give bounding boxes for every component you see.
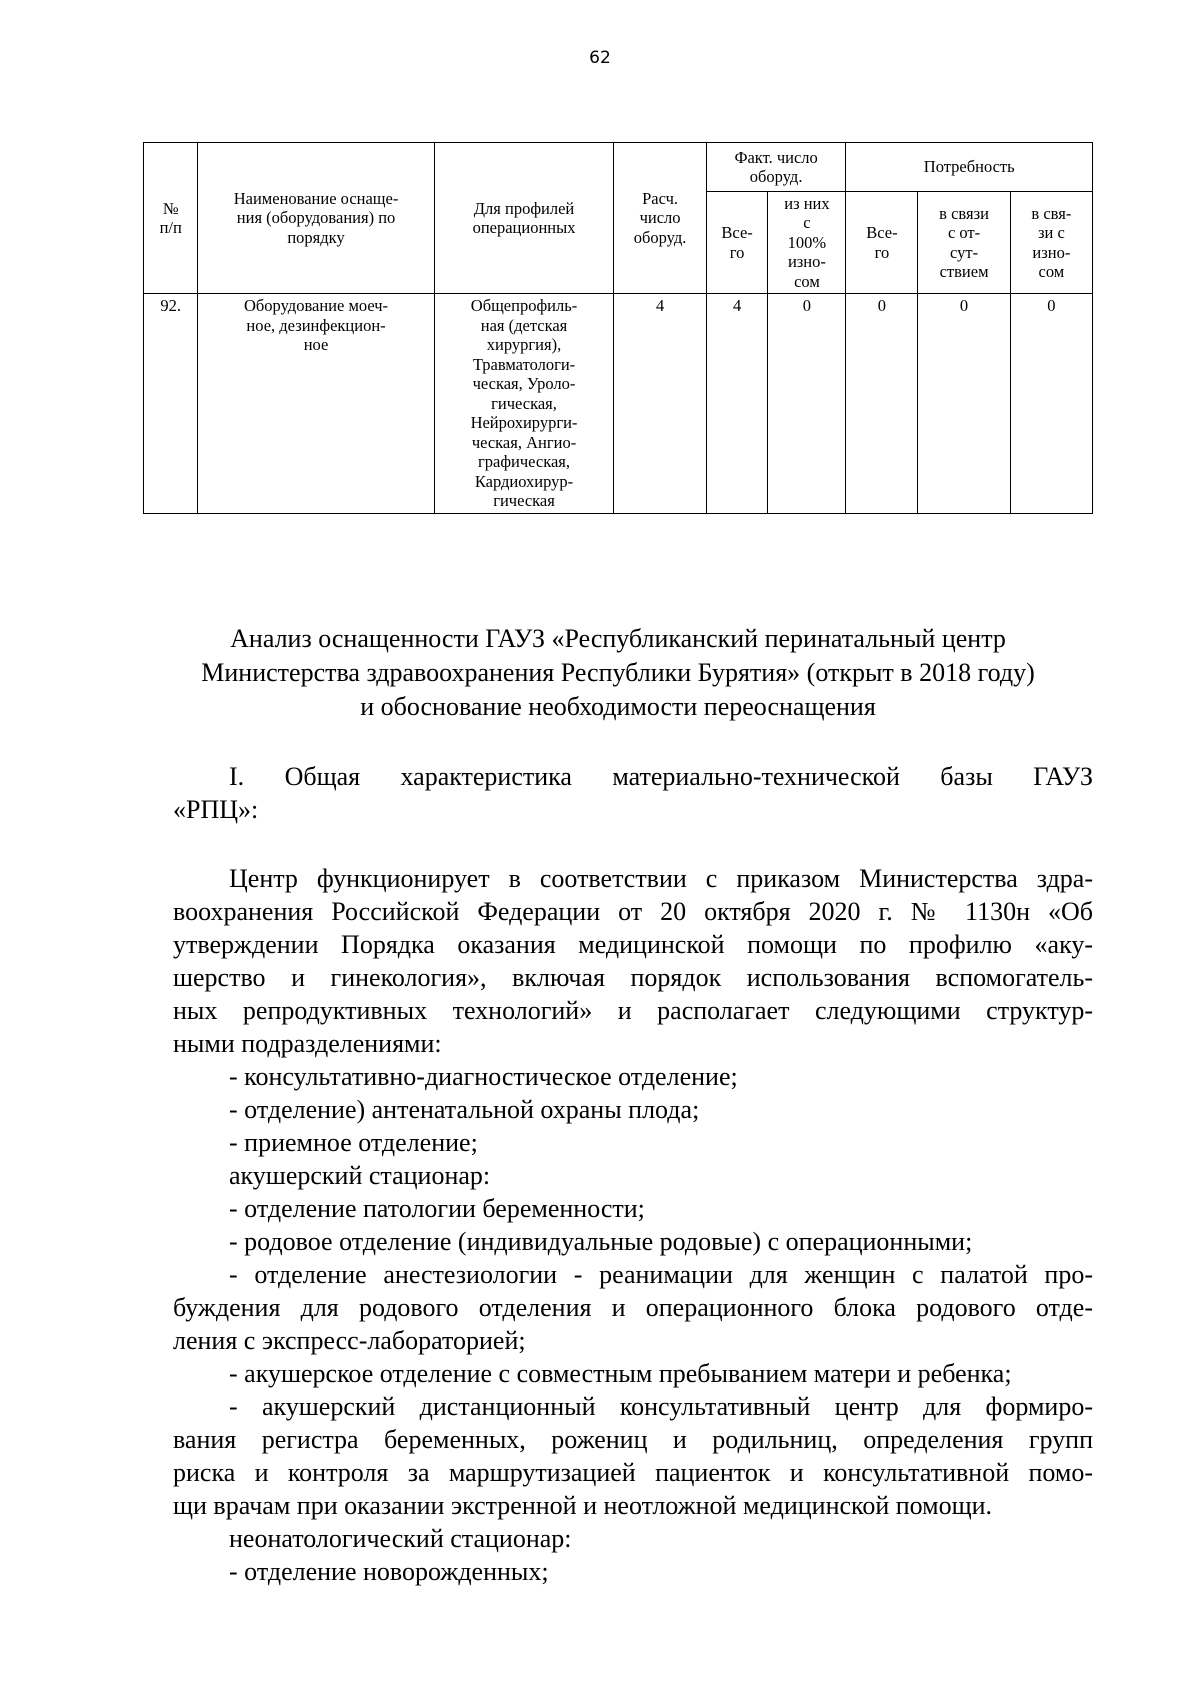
section-heading: I. Общая характеристика материально-технической базы ГАУЗ «РПЦ»: [173,762,1093,824]
departments-list: - консультативно-диагностическое отделение; - отделение) антенатальной охраны плода; - приемное отделение; акушерский стационар: - отделение патологии беременности; - родовое отделение (индивидуальные родовые) с операционными; - отделение анестезиологии - реанимации для женщин с палатой про- буждения для родового отделения и операционного блока родового отде- ления с экспресс-лабораторией; - акушерское отделение с совместным пребыванием матери и ребенка; - акушерский дистанционный консультативный центр для формиро- вания регистра беременных, рожениц и родильниц, определения групп риска и контроля за маршрутизацией пациенток и консультативной помо- щи врачам при оказании экстренной и неотложной медицинской помощи. неонатологический стационар: - отделение новорожденных; [173,1062,1093,1586]
list-item: - родовое отделение (индивидуальные родовые) с операционными; [229,1227,973,1256]
list-item: акушерский стационар: [229,1161,491,1190]
cell-need-wear: 0 [1010,294,1092,513]
cell-num: 92. [144,294,198,513]
header-need: Потребность [846,143,1093,192]
header-need-absence: в связи с от- сут- ствием [918,192,1010,294]
header-need-wear: в свя- зи с изно- сом [1010,192,1092,294]
list-item: - отделение анестезиологии - реанимации для женщин с палатой про- [229,1260,1093,1289]
list-item: - акушерский дистанционный консультативный центр для формиро- [229,1392,1093,1421]
list-item: неонатологический стационар: [229,1524,572,1553]
header-fact-total: Все- го [706,192,768,294]
main-paragraph: Центр функционирует в соответствии с приказом Министерства здра- воохранения Российской Федерации от 20 октября 2020 г. № 1130н «Об утверждении Порядка оказания медицинской помощи по профилю «аку- шерство и гинекология», включая порядок использования вспомогатель- ных репродуктивных технологий» и располагает следующими структур- ными подразделениями: [173,864,1093,1058]
page-number: 62 [589,48,611,68]
header-fact: Факт. число оборуд. [706,143,846,192]
cell-need-absence: 0 [918,294,1010,513]
list-item: - приемное отделение; [229,1128,478,1157]
header-name: Наименование оснаще- ния (оборудования) по порядку [198,143,434,294]
cell-need-total: 0 [846,294,918,513]
list-item: - консультативно-диагностическое отделение; [229,1062,738,1091]
list-item: - отделение новорожденных; [229,1557,549,1586]
equipment-table [143,142,1093,514]
cell-name: Оборудование моеч- ное, дезинфекцион- ное [198,294,434,513]
cell-profiles: Общепрофиль- ная (детская хирургия), Травматологи- ческая, Уроло- гическая, Нейрохирурги- ческая, Ангио- графическая, Кардиохирур- гическая [434,294,614,513]
list-item: - отделение) антенатальной охраны плода; [229,1095,700,1124]
header-fact-worn: из них с 100% изно- сом [768,192,846,294]
cell-calc: 4 [614,294,706,513]
header-need-total: Все- го [846,192,918,294]
header-profiles: Для профилей операционных [434,143,614,294]
header-num: № п/п [144,143,198,294]
list-item: - акушерское отделение с совместным пребыванием матери и ребенка; [229,1359,1012,1388]
table-header-row [144,143,1093,192]
section-title: Анализ оснащенности ГАУЗ «Республиканский перинатальный центр Министерства здравоохранения Республики Бурятия» (открыт в 2018 году) и обоснование необходимости переоснащения [201,624,1035,721]
header-calc: Расч. число оборуд. [614,143,706,294]
cell-fact-worn: 0 [768,294,846,513]
list-item: - отделение патологии беременности; [229,1194,645,1223]
cell-fact-total: 4 [706,294,768,513]
table-row [144,294,1093,513]
